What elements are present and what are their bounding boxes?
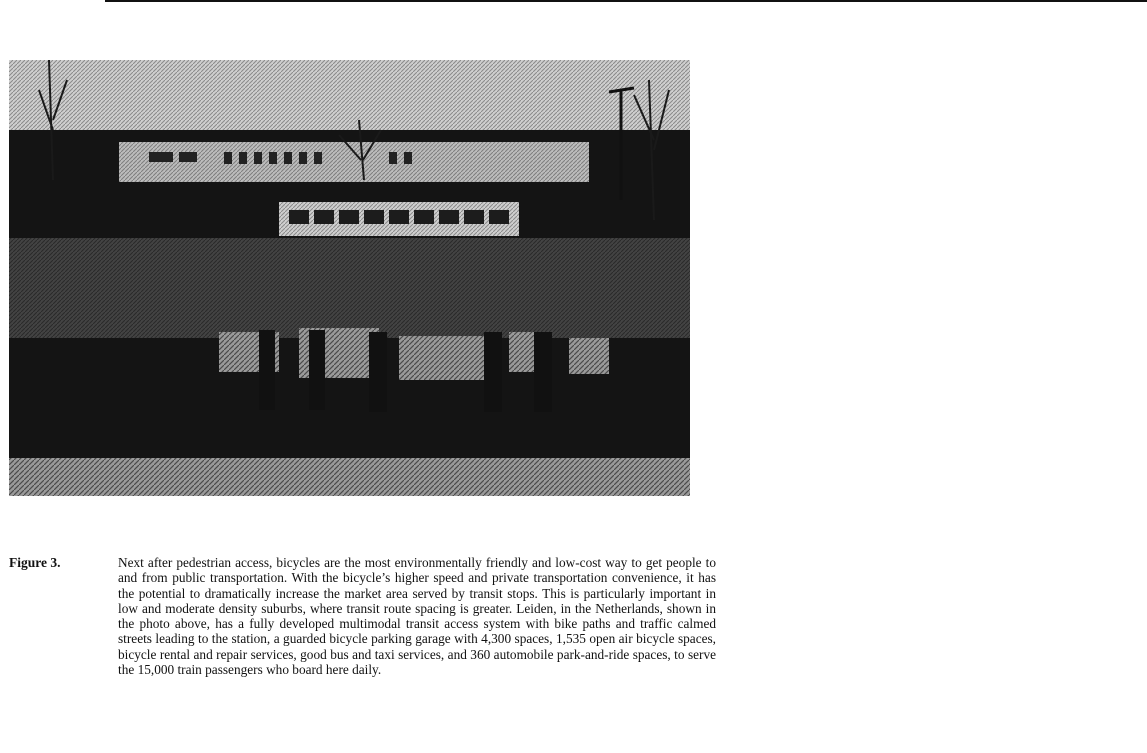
figure-caption-text: Next after pedestrian access, bicycles are the most environmentally friendly and low-cost way to get people to and from public transportation. With the bicycle’s higher speed and private transportation convenience, it has the potential to dramatically increase the market area served by transit stops. This is particularly important in low and moderate density suburbs, where transit route spacing is greater. Leiden, in the Netherlands, shown in the photo above, has a fully developed multimodal transit access system with bike paths and traffic calmed streets leading to the station, a guarded bicycle parking garage with 4,300 spaces, 1,535 open air bicycle spaces, bicycle rental and repair services, good bus and taxi services, and 360 automobile park-and-ride spaces, to serve the 15,000 train passengers who board here daily. bbox=[118, 555, 716, 678]
header-rule bbox=[105, 0, 1147, 2]
figure-label: Figure 3. bbox=[9, 555, 61, 570]
figure-photo bbox=[9, 60, 690, 496]
bicycle-parking-photo bbox=[9, 60, 690, 496]
